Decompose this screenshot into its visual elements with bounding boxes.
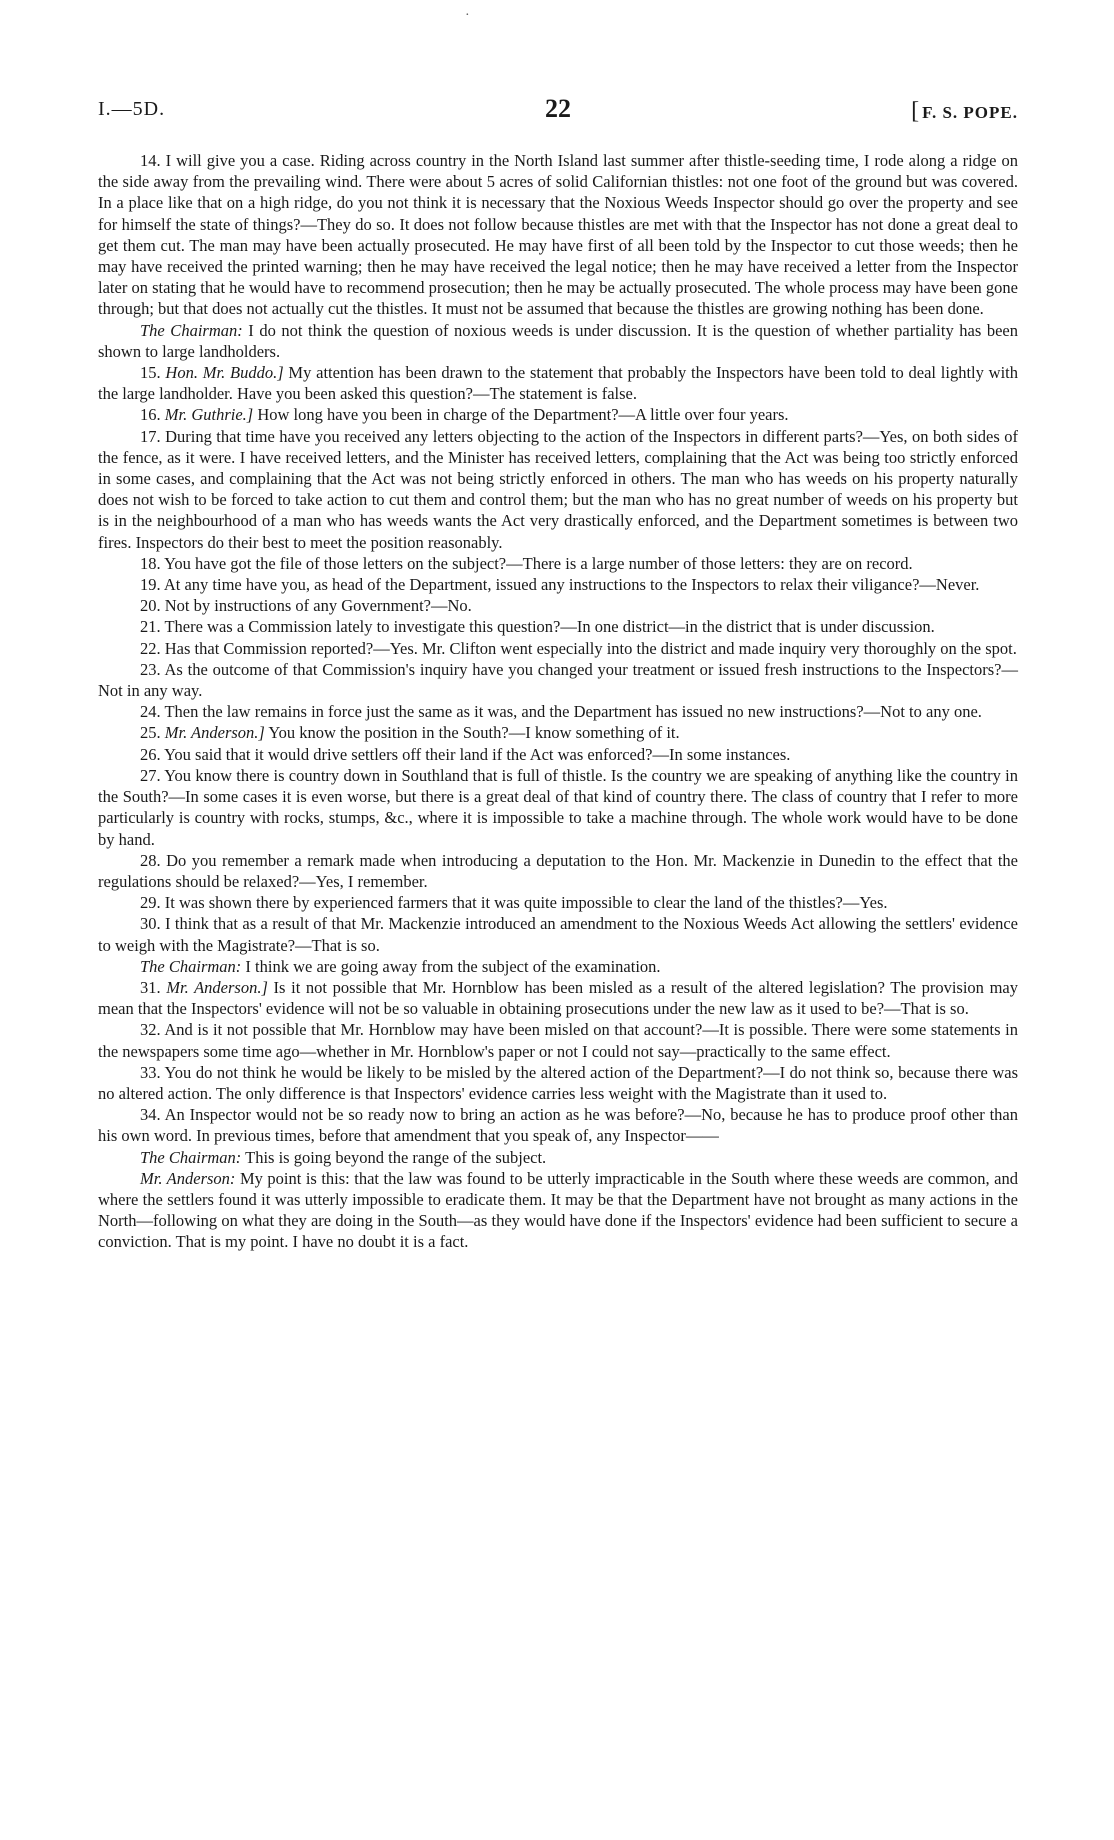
paragraph-text: 21. There was a Commission lately to investigate this question?—In one district—in the district that is under discussion.: [140, 617, 935, 637]
paragraph-text: Is it not possible that Mr. Hornblow has been misled as a result of the altered legislation? The provision may mean that the Inspectors' evidence will not be so valuable in obtaining prosecutions under the new law as it used to be?—That is so.: [98, 977, 1018, 1019]
paragraph: [98, 977, 1018, 1019]
question-number: 15.: [140, 363, 166, 383]
paragraph: [98, 150, 1018, 320]
paragraph-text: How long have you been in charge of the Department?—A little over four years.: [253, 405, 789, 425]
paragraph: [98, 362, 1018, 404]
paragraph: [98, 574, 1018, 595]
speaker-name: Hon. Mr. Buddo.]: [165, 363, 284, 383]
paragraph: [98, 404, 1018, 425]
paragraph: [98, 595, 1018, 616]
witness-label: F. S. POPE.: [922, 103, 1018, 122]
paragraph-text: 30. I think that as a result of that Mr. Mackenzie introduced an amendment to the Noxious Weeds Act allowing the settlers' evidence to weigh with the Magistrate?—That is so.: [98, 914, 1018, 955]
speaker-name: The Chairman:: [140, 320, 243, 340]
paragraph-text: I do not think the question of noxious weeds is under discussion. It is the question of whether partiality has been shown to large landholders.: [98, 320, 1018, 361]
paragraph-text: My attention has been drawn to the statement that probably the Inspectors have been told to deal lightly with the large landholder. Have you been asked this question?—The statement is false.: [98, 363, 1018, 404]
paragraph-text: 19. At any time have you, as head of the Department, issued any instructions to the Inspectors to relax their viligance?—Never.: [140, 575, 980, 595]
paragraph-text: You know the position in the South?—I know something of it.: [264, 723, 680, 743]
paragraph-text: 29. It was shown there by experienced farmers that it was quite impossible to clear the land of the thistles?—Yes.: [140, 893, 888, 913]
question-number: 31.: [140, 977, 167, 997]
page-number: 22: [545, 94, 571, 123]
paragraph-text: 14. I will give you a case. Riding across country in the North Island last summer after thistle-seeding time, I rode along a ridge on the side away from the prevailing wind. There were about 5 acres of solid Californian thistles: not one foot of the ground but was covered. In a place like that on a high ridge, do you not think it is necessary that the Noxious Weeds Inspector should go over the property and see for himself the state of things?—They do so. It does not follow because thistles are met with that the Inspector has not done a great deal to get them cut. The man may have been actually prosecuted. He may have first of all been told by the Inspector to cut those weeds; then he may have received the printed warning; then he may have received the legal notice; then he may have received a letter from the Inspector later on stating that he would have to recommend prosecution; then he may be actually prosecuted. The whole process may have been gone through; but that does not actually cut the thistles. It must not be assumed that because the thistles are growing nothing has been done.: [98, 151, 1018, 319]
paragraph-text: 32. And is it not possible that Mr. Hornblow may have been misled on that account?—It is possible. There were some statements in the newspapers some time ago—whether in Mr. Hornblow's paper or not I could not say—practically to the same effect.: [98, 1020, 1018, 1061]
paragraph: [98, 320, 1018, 362]
speaker-name: The Chairman:: [140, 1147, 242, 1167]
question-number: 16.: [140, 405, 165, 425]
paragraph: [98, 1104, 1018, 1146]
paragraph-text: This is going beyond the range of the subject.: [241, 1147, 547, 1167]
paragraph: [98, 616, 1018, 637]
speaker-name: Mr. Anderson.]: [166, 977, 268, 997]
page-body: [98, 150, 1018, 1253]
paragraph-text: I think we are going away from the subject of the examination.: [241, 956, 661, 976]
paragraph-text: 18. You have got the file of those letters on the subject?—There is a large number of those letters: they are on record.: [140, 553, 913, 573]
paragraph-text: 26. You said that it would drive settlers off their land if the Act was enforced?—In some instances.: [140, 744, 791, 764]
paragraph: [98, 956, 1018, 977]
paragraph: [98, 722, 1018, 743]
paragraph: [98, 1168, 1018, 1253]
paragraph: [98, 659, 1018, 701]
paragraph-text: 33. You do not think he would be likely to be misled by the altered action of the Department?—I do not think so, because there was no altered action. The only difference is that Inspectors' evidence carries less weight with the Magistrate than it used to.: [98, 1062, 1018, 1103]
question-number: 25.: [140, 723, 165, 743]
paragraph: [98, 1062, 1018, 1104]
paragraph: [98, 765, 1018, 850]
paragraph-text: 28. Do you remember a remark made when introducing a deputation to the Hon. Mr. Mackenzie in Dunedin to the effect that the regulations should be relaxed?—Yes, I remember.: [98, 850, 1018, 891]
speaker-name: Mr. Anderson:: [140, 1168, 236, 1188]
paragraph: [98, 553, 1018, 574]
paragraph: [98, 1147, 1018, 1168]
paragraph: [98, 850, 1018, 892]
paragraph-text: 20. Not by instructions of any Government?—No.: [140, 596, 472, 616]
paragraph-text: My point is this: that the law was found to be utterly impracticable in the South where these weeds are common, and where the settlers found it was utterly impossible to eradicate them. It may be that the Department have not brought as many actions in the North—following on what they are doing in the South—as they would have done if the Inspectors' evidence had been sufficient to secure a conviction. That is my point. I have no doubt it is a fact.: [98, 1168, 1018, 1252]
speaker-name: Mr. Anderson.]: [164, 723, 265, 743]
paragraph-text: 23. As the outcome of that Commission's inquiry have you changed your treatment or issued fresh instructions to the Inspectors?—Not in any way.: [98, 659, 1018, 701]
paragraph: [98, 744, 1018, 765]
speaker-name: Mr. Guthrie.]: [164, 405, 254, 425]
scan-mark: ·: [465, 8, 470, 23]
paragraph-text: 24. Then the law remains in force just the same as it was, and the Department has issued no new instructions?—Not to any one.: [140, 702, 982, 722]
paragraph-text: 17. During that time have you received any letters objecting to the action of the Inspectors in different parts?—Yes, on both sides of the fence, as it were. I have received letters, and the Minister has received letters, complaining that the Act was being too strictly enforced in some cases, and complaining that the Act was not being strictly enforced in others. The man who has weeds on his property naturally does not wish to be forced to take action to cut them and control them; but the man who has no great number of weeds on his property but is in the neighbourhood of a man who has weeds wants the Act very drastically enforced, and the Department sometimes is between two fires. Inspectors do their best to meet the position reasonably.: [98, 426, 1018, 552]
paragraph: [98, 701, 1018, 722]
paragraph: [98, 892, 1018, 913]
paragraph-text: 34. An Inspector would not be so ready now to bring an action as he was before?—No, because he has to produce proof other than his own word. In previous times, before that amendment that you speak of, any Inspector——: [98, 1105, 1018, 1146]
speaker-name: The Chairman:: [140, 956, 242, 976]
paragraph: [98, 638, 1018, 659]
paragraph: [98, 426, 1018, 553]
page-header: [98, 94, 1018, 128]
paragraph-text: 22. Has that Commission reported?—Yes. Mr. Clifton went especially into the district and made inquiry very thoroughly on the spot.: [140, 638, 1017, 658]
paragraph: [98, 1019, 1018, 1061]
witness-name: [911, 98, 1018, 125]
paragraph-text: 27. You know there is country down in Southland that is full of thistle. Is the country we are speaking of anything like the country in the South?—In some cases it is even worse, but there is a great deal of that kind of country there. The class of country that I refer to more particularly is country with rocks, stumps, &c., where it is impossible to take a machine through. The whole work would have to be done by hand.: [98, 765, 1018, 849]
paragraph: [98, 913, 1018, 955]
bracket-glyph: [: [911, 98, 921, 124]
document-reference: I.—5D.: [98, 98, 166, 120]
